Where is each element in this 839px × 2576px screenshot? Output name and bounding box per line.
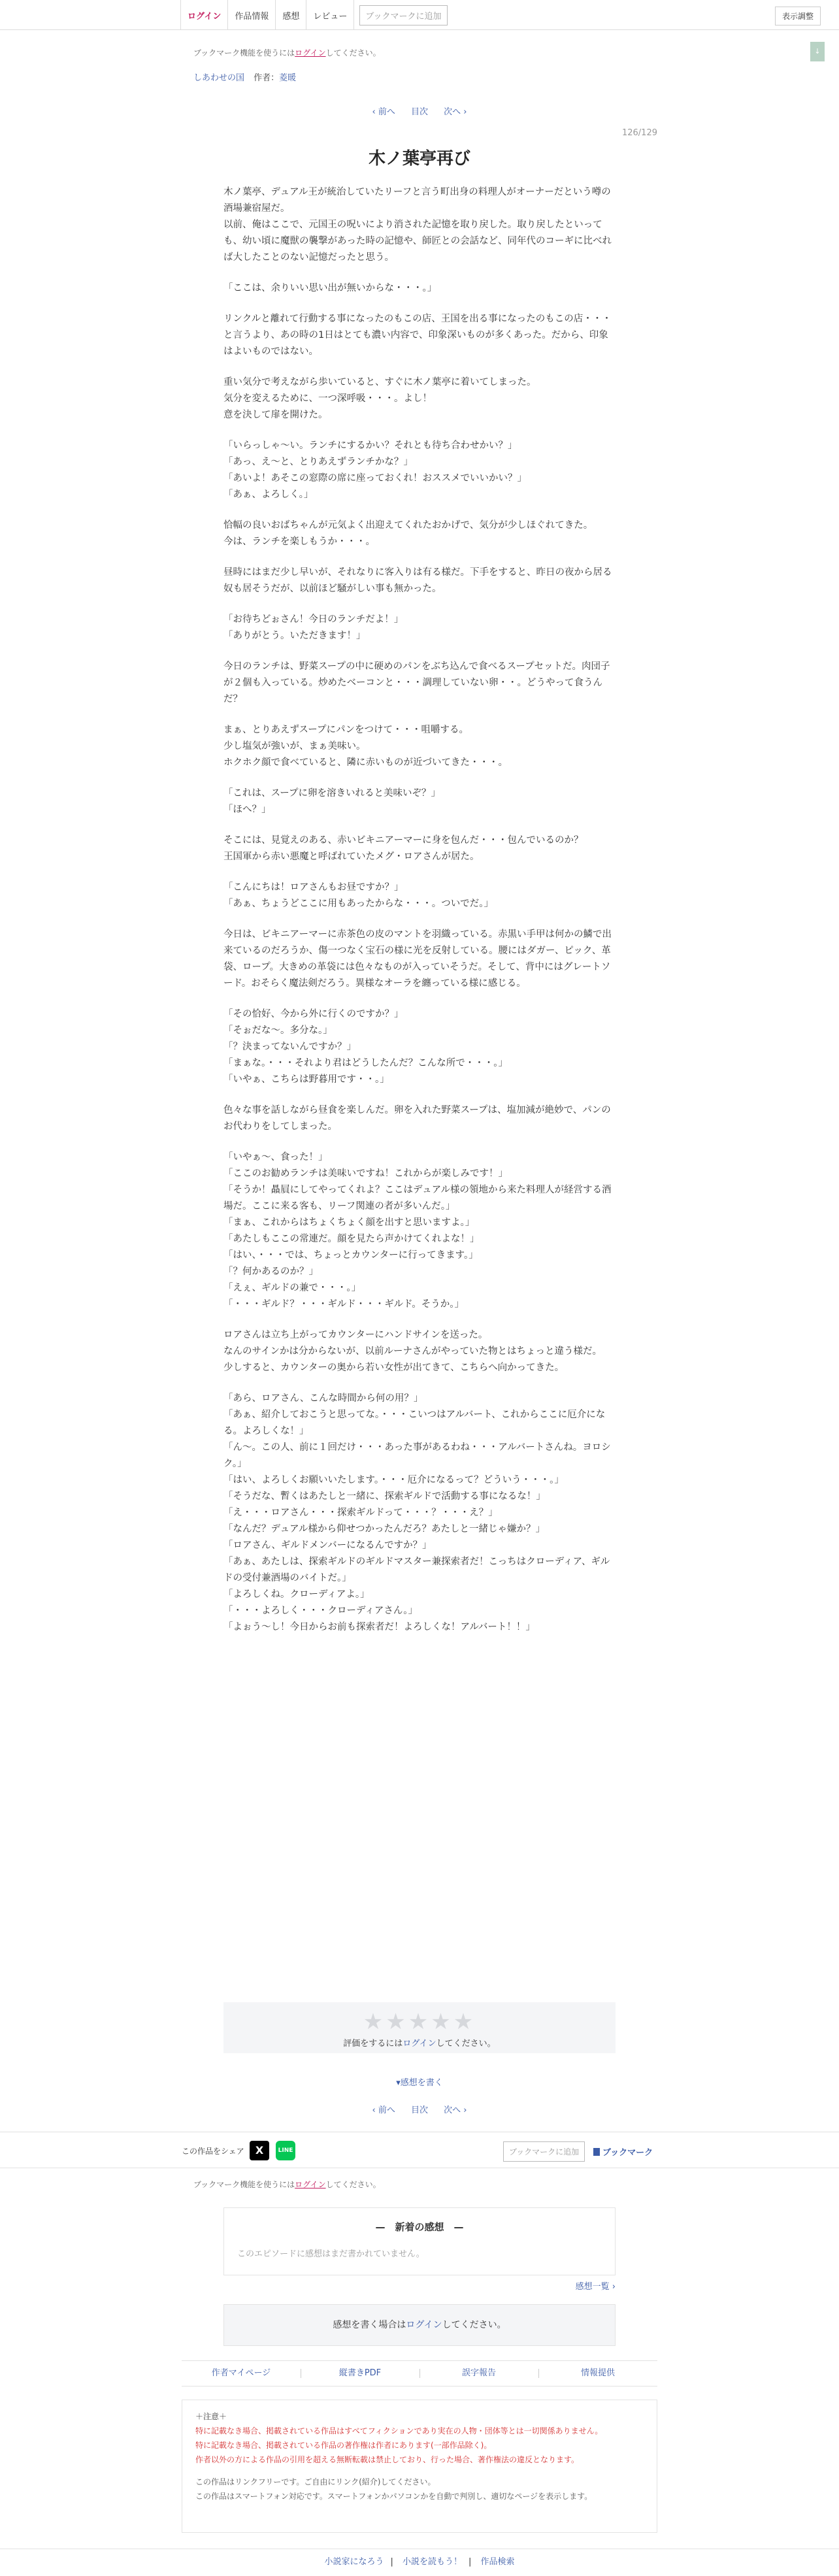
- paragraph: 今日は、ビキニアーマーに赤茶色の皮のマントを羽織っている。赤黒い手甲は何かの鱗で出来ているのだろうか、傷一つなく宝石の様に光を反射している。腰にはダガー、ピック、革袋、ロープ。大きめの革袋には色々なものが入っていそうだ。そして、背中にはグレートソード。おそらく魔法剣だろう。異様なオーラを纏っている様に感じる。: [223, 929, 612, 989]
- episode-number: 126/129: [621, 128, 657, 138]
- rating-box: [223, 2002, 616, 2053]
- top-nav: [180, 0, 448, 30]
- paragraph: 「こんにちは！ロアさんもお昼ですか？」 「あぁ、ちょうどここに用もあったからな・・・。ついでだ。」: [223, 882, 493, 909]
- notice-line: 特に記載なき場合、掲載されている作品の著作権は作者にあります(一部作品除く)。: [195, 2441, 492, 2450]
- paragraph: 「あら、ロアさん、こんな時間から何の用？」 「あぁ、紹介しておこうと思ってな。・・・こいつはアルバート、これからここに厄介になる。よろしくな！」 「ん～。この人、前に１回だけ・・・あった事があるわね・・・アルバートさんね。ヨロシク。」 「はい、よろしくお願いいたします。・・・厄介になるって？どういう・・・。」 「そうだな、暫くはあたしと一緒に、探索ギルドで活動する事になるな！」 「え・・・ロアさん・・・探索ギルドって・・・？・・・え？」 「なんだ？デュアル様から仰せつかったんだろ？あたしと一緒じゃ嫌か？」 「ロアさん、ギルドメンバーになるんですか？」 「あぁ、あたしは、探索ギルドのギルドマスター兼探索者だ！こっちはクローディア、ギルドの受付兼酒場のバイトだ。」 「よろしくね。クローディアよ。」 「・・・よろしく・・・クローディアさん。」 「よぉう～し！今日からお前も探索者だ！よろしくな！アルバート！！」: [223, 1393, 611, 1632]
- bookmark-link[interactable]: [593, 2145, 653, 2158]
- notice-line: 特に記載なき場合、掲載されている作品はすべてフィクションであり実在の人物・団体等とは一切関係ありません。: [195, 2426, 603, 2436]
- paragraph: 「その恰好、今から外に行くのですか？」 「そぉだな～。多分な。」 「？決まってないんですか？」 「まぁな。・・・それより君はどうしたんだ？こんな所で・・・。」 「いやぁ、こちらは野暮用です・・。」: [223, 1009, 508, 1085]
- share-label: この作品をシェア: [182, 2147, 244, 2156]
- x-share-icon[interactable]: X: [250, 2141, 269, 2160]
- bookmark-icon: [593, 2148, 600, 2156]
- index-link[interactable]: 目次: [410, 107, 428, 117]
- work-info: [193, 71, 296, 83]
- pager-top: [0, 105, 839, 117]
- note-login-link[interactable]: ログイン: [295, 48, 326, 58]
- notice-box: [182, 2400, 657, 2533]
- note-suffix: してください。: [325, 2180, 381, 2189]
- notice-info: [195, 2475, 644, 2503]
- vertical-pdf-link[interactable]: 縦書きPDF: [301, 2361, 420, 2386]
- scroll-down-tab[interactable]: ↓: [810, 42, 825, 61]
- impression-login-prefix: 感想を書く場合は: [333, 2320, 406, 2330]
- nav-impressions[interactable]: 感想: [275, 0, 306, 30]
- pager-bottom: [0, 2103, 839, 2115]
- impression-login-suffix: してください。: [442, 2320, 506, 2330]
- header-bookmark-button[interactable]: ブックマークに追加: [359, 5, 447, 25]
- narou-home-link[interactable]: 小説家になろう: [324, 2557, 384, 2567]
- latest-impressions-box: [223, 2207, 616, 2275]
- notice-line: 作者以外の方による作品の引用を超える無断転載は禁止しており、行った場合、著作権法の違反となります。: [195, 2455, 580, 2464]
- index-link[interactable]: 目次: [410, 2105, 428, 2115]
- paragraph: 「これは、スープに卵を溶きいれると美味いぞ？」 「ほへ？」: [223, 788, 441, 815]
- footer-links: [182, 2360, 657, 2386]
- paragraph: 「お待ちどぉさん！今日のランチだよ！」 「ありがとう。いただきます！」: [223, 614, 404, 641]
- write-review: [0, 2075, 839, 2088]
- author-link[interactable]: 菱暖: [279, 73, 297, 83]
- nav-reviews[interactable]: レビュー: [306, 0, 354, 30]
- paragraph: 恰幅の良いおばちゃんが元気よく出迎えてくれたおかげで、気分が少しほぐれてきた。 今は、ランチを楽しもうか・・・。: [223, 520, 593, 547]
- work-search-link[interactable]: 作品検索: [480, 2557, 515, 2567]
- next-link[interactable]: 次へ ›: [444, 2105, 467, 2115]
- rating-prefix: 評価をするには: [343, 2039, 403, 2049]
- rating-login-link[interactable]: ログイン: [403, 2039, 436, 2049]
- paragraph: 重い気分で考えながら歩いていると、すぐに木ノ葉亭に着いてしまった。 気分を変えるために、一つ深呼吸・・・。よし！ 意を決して扉を開けた。: [223, 377, 536, 420]
- notice-title: ＋注意＋: [195, 2412, 227, 2421]
- paragraph: まぁ、とりあえずスープにパンをつけて・・・咀嚼する。 少し塩気が強いが、まぁ美味い。 ホクホク顔で食べていると、隣に赤いものが近づいてきた・・・。: [223, 725, 508, 768]
- next-link[interactable]: 次へ ›: [444, 107, 467, 117]
- author-mypage-link[interactable]: 作者マイページ: [211, 2368, 271, 2378]
- notice-line: この作品はスマートフォン対応です。スマートフォンかパソコンかを自動で判別し、適切なページを表示します。: [195, 2492, 593, 2501]
- paragraph: 「いらっしゃ～い。ランチにするかい？それとも待ち合わせかい？」 「あっ、え～と、とりあえずランチかな？」 「あいよ！あそこの窓際の席に座っておくれ！おススメでいいかい？」 「あぁ、よろしく。」: [223, 440, 527, 500]
- rating-caption: [223, 2036, 616, 2049]
- note-prefix: ブックマーク機能を使うには: [193, 2180, 295, 2189]
- author-label: 作者：: [254, 73, 280, 83]
- rating-stars[interactable]: ★★★★★: [363, 2009, 476, 2035]
- nav-login[interactable]: ログイン: [180, 0, 227, 30]
- top-header: [0, 0, 839, 30]
- chapter-title: 木ノ葉亭再び: [368, 149, 470, 169]
- yomou-link[interactable]: 小説を読もう！: [402, 2557, 462, 2567]
- share-bar: [0, 2132, 839, 2168]
- episode-body: [223, 184, 616, 1650]
- impressions-list-link[interactable]: 感想一覧 ›: [575, 2282, 616, 2292]
- info-provide-link[interactable]: 情報提供: [538, 2361, 657, 2386]
- paragraph: 「ここは、余りいい思い出が無いからな・・・。」: [223, 283, 437, 293]
- bottom-nav: 小説家になろう | 小説を読もう！ | 作品検索: [0, 2549, 839, 2576]
- write-review-link[interactable]: ▾感想を書く: [396, 2078, 443, 2088]
- notice-line: この作品はリンクフリーです。ご自由にリンク(紹介)してください。: [195, 2477, 436, 2486]
- note-prefix: ブックマーク機能を使うには: [193, 48, 295, 58]
- share-bookmark-button[interactable]: ブックマークに追加: [503, 2141, 585, 2162]
- bookmark-link-label: ブックマーク: [602, 2148, 653, 2158]
- display-settings-button[interactable]: 表示調整: [775, 7, 821, 25]
- bookmark-login-note-2: [193, 2179, 381, 2190]
- note-suffix: してください。: [325, 48, 381, 58]
- line-share-icon[interactable]: LINE: [276, 2141, 295, 2160]
- typo-report-link[interactable]: 誤字報告: [420, 2361, 538, 2386]
- paragraph: 木ノ葉亭、デュアル王が統治していたリーフと言う町出身の料理人がオーナーだという噂の酒場兼宿屋だ。 以前、俺はここで、元国王の呪いにより消された記憶を取り戻した。取り戻したといっても、幼い頃に魔獣の襲撃があった時の記憶や、師匠との会話など、同年代のコーギに比べれば大したことのない記憶だったと思う。: [223, 187, 612, 263]
- nav-work-info[interactable]: 作品情報: [227, 0, 275, 30]
- latest-impressions-title: — 新着の感想 —: [375, 2221, 464, 2233]
- impression-login-box: [223, 2304, 616, 2346]
- no-impressions-text: このエピソードに感想はまだ書かれていません。: [237, 2249, 425, 2259]
- series-title-link[interactable]: しあわせの国: [193, 73, 245, 83]
- bookmark-login-note: [193, 47, 381, 58]
- paragraph: リンクルと離れて行動する事になったのもこの店、王国を出る事になったのもこの店・・・と言うより、あの時の1日はとても濃い内容で、印象深いものが多くあった。だから、印象はよいものではない。: [223, 314, 612, 357]
- paragraph: 「いやぁ～、食った！」 「ここのお勧めランチは美味いですね！これからが楽しみです！」 「そうか！贔屓にしてやってくれよ？ここはデュアル様の領地から来た料理人が経営する酒場だ。ここに来る客も、リーフ関連の者が多いんだ。」 「まぁ、これからはちょくちょく顔を出すと思いますよ。」 「あたしもここの常連だ。顔を見たら声かけてくれよな！」 「はい、・・・では、ちょっとカウンターに行ってきます。」 「？何かあるのか？」 「えぇ、ギルドの兼で・・・。」 「・・・ギルド？・・・ギルド・・・ギルド。そうか。」: [223, 1152, 612, 1310]
- prev-link[interactable]: ‹ 前へ: [372, 107, 395, 117]
- paragraph: 色々な事を話しながら昼食を楽しんだ。卵を入れた野菜スープは、塩加減が絶妙で、パンのお代わりをしてしまった。: [223, 1105, 611, 1132]
- impression-login-link[interactable]: ログイン: [406, 2320, 442, 2330]
- note-login-link[interactable]: ログイン: [295, 2180, 326, 2189]
- paragraph: ロアさんは立ち上がってカウンターにハンドサインを送った。 なんのサインかは分からないが、以前ルーナさんがやっていた物とはちょっと違う様だ。 少しすると、カウンターの奥から若い女性が出てきて、こちらへ向かってきた。: [223, 1330, 602, 1373]
- paragraph: 昼時にはまだ少し早いが、それなりに客入りは有る様だ。下手をすると、昨日の夜から居る奴も居そうだが、以前ほど騒がしい事も無かった。: [223, 567, 612, 594]
- rating-suffix: してください。: [436, 2039, 496, 2049]
- paragraph: そこには、見覚えのある、赤いビキニアーマーに身を包んだ・・・包んでいるのか？ 王国軍から赤い悪魔と呼ばれていたメグ・ロアさんが居た。: [223, 835, 584, 862]
- paragraph: 今日のランチは、野菜スープの中に硬めのパンをぶち込んで食べるスープセットだ。肉団子が２個も入っている。炒めたベーコンと・・・調理していない卵・・。どうやって食うんだ？: [223, 661, 610, 704]
- prev-link[interactable]: ‹ 前へ: [372, 2105, 395, 2115]
